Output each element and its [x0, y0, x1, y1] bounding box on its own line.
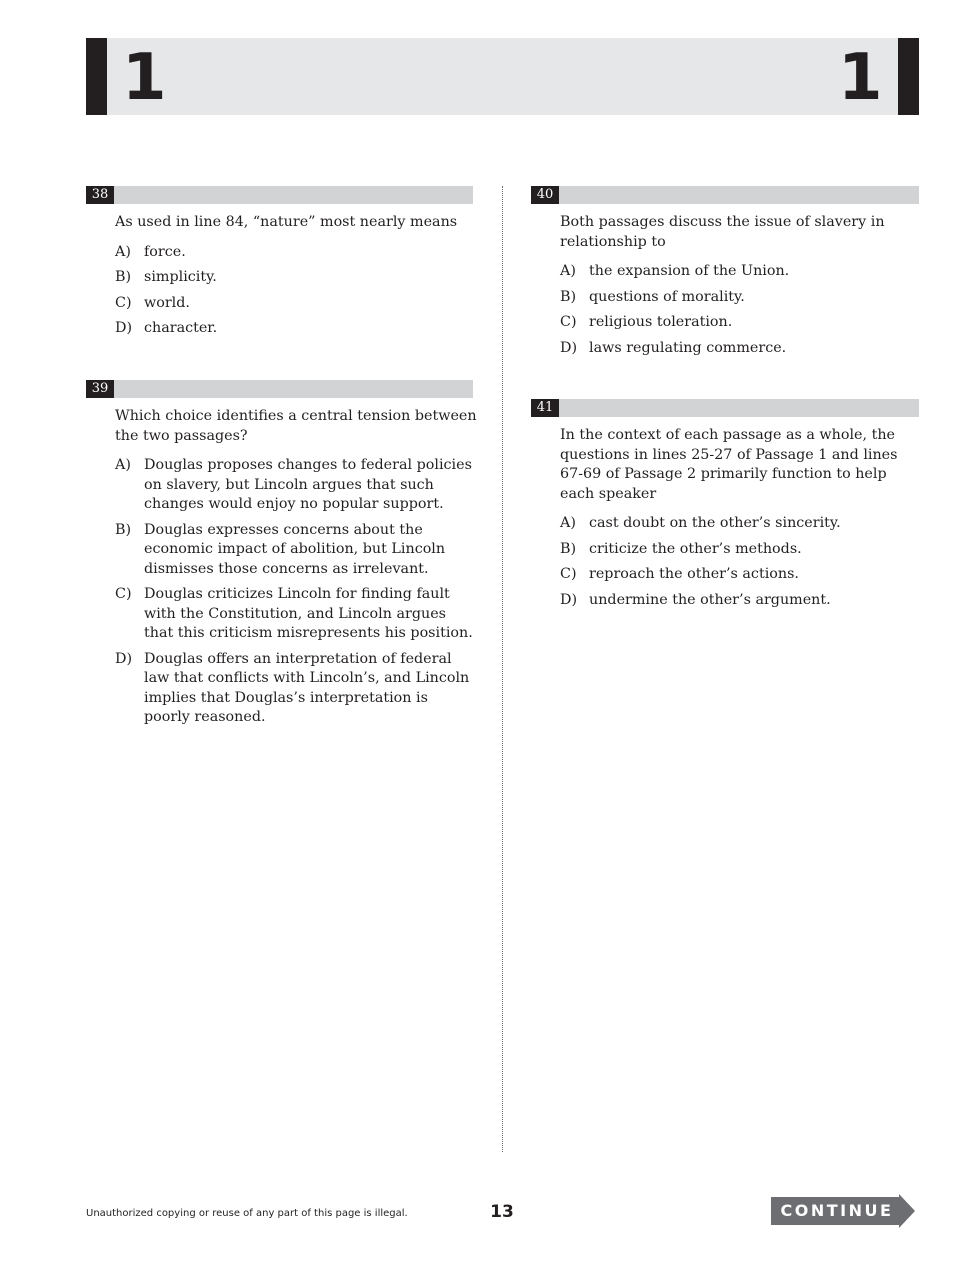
option-text: cast doubt on the other’s sincerity. [589, 515, 841, 531]
option-text: Douglas criticizes Lincoln for finding fault with the Constitution, and Lincoln argues that this criticism misrepresents his position. [144, 586, 473, 641]
option-text: simplicity. [144, 269, 217, 285]
answer-option-c[interactable] [115, 585, 477, 644]
answer-option-a[interactable] [115, 243, 475, 263]
question-stem: Both passages discuss the issue of slavery in relationship to [560, 214, 885, 250]
option-text: Douglas proposes changes to federal policies on slavery, but Lincoln argues that such changes would enjoy no popular support. [144, 457, 472, 512]
answer-option-a[interactable] [560, 262, 915, 282]
question-bar-39 [86, 380, 473, 398]
answer-option-d[interactable] [115, 650, 477, 728]
option-text: criticize the other’s methods. [589, 540, 802, 557]
section-header-band [86, 38, 919, 115]
answer-option-a[interactable] [115, 456, 477, 515]
option-letter: A) [115, 457, 131, 473]
continue-button[interactable] [771, 1194, 915, 1228]
option-letter: B) [560, 540, 577, 557]
option-text: religious toleration. [589, 314, 733, 330]
question-38 [115, 213, 475, 345]
option-letter: B) [115, 269, 132, 285]
option-letter: D) [115, 650, 133, 667]
option-text: character. [144, 320, 218, 336]
section-header-right-bar [898, 38, 919, 115]
option-text: the expansion of the Union. [589, 263, 790, 279]
question-stem: As used in line 84, “nature” most nearly means [115, 214, 458, 230]
option-text: questions of morality. [589, 288, 745, 305]
question-40 [560, 213, 915, 364]
option-text: world. [144, 294, 190, 311]
option-letter: D) [560, 591, 578, 608]
answer-option-d[interactable] [560, 591, 915, 611]
answer-option-d[interactable] [115, 319, 475, 339]
question-number: 38 [86, 186, 114, 204]
answer-option-b[interactable] [115, 521, 477, 580]
option-text: Douglas expresses concerns about the economic impact of abolition, but Lincoln dismisses those concerns as irrelevant. [144, 521, 446, 577]
answer-option-a[interactable] [560, 514, 915, 534]
option-letter: A) [560, 515, 576, 531]
answer-option-b[interactable] [115, 268, 475, 288]
continue-label: CONTINUE [780, 1201, 894, 1220]
answer-option-d[interactable] [560, 339, 915, 359]
question-number: 39 [86, 380, 114, 398]
page-number: 13 [490, 1202, 514, 1222]
question-number: 41 [531, 399, 559, 417]
option-letter: D) [115, 320, 133, 336]
question-bar-41 [531, 399, 919, 417]
option-letter: B) [115, 521, 132, 538]
option-letter: C) [115, 294, 132, 311]
answer-option-c[interactable] [115, 294, 475, 314]
question-bar-40 [531, 186, 919, 204]
section-number-left: 1 [122, 41, 167, 115]
answer-option-c[interactable] [560, 565, 915, 585]
option-text: force. [144, 243, 186, 260]
copyright-notice: Unauthorized copying or reuse of any part of this page is illegal. [86, 1208, 408, 1219]
column-divider [502, 186, 503, 1152]
question-bar-38 [86, 186, 473, 204]
question-stem: Which choice identifies a central tension between the two passages? [115, 408, 477, 444]
option-letter: D) [560, 339, 578, 356]
option-text: undermine the other’s argument. [589, 591, 831, 608]
answer-option-b[interactable] [560, 288, 915, 308]
question-stem: In the context of each passage as a whole, the questions in lines 25-27 of Passage 1 and lines 67-69 of Passage 2 primarily function to help each speaker [560, 427, 898, 502]
question-39 [115, 407, 477, 734]
option-text: Douglas offers an interpretation of federal law that conflicts with Lincoln’s, and Lincoln implies that Douglas’s interpretation is poorly reasoned. [144, 650, 470, 725]
option-text: reproach the other’s actions. [589, 566, 799, 582]
question-number: 40 [531, 186, 559, 204]
option-letter: C) [115, 586, 132, 602]
answer-option-b[interactable] [560, 540, 915, 560]
section-header-left-bar [86, 38, 107, 115]
answer-option-c[interactable] [560, 313, 915, 333]
option-letter: A) [560, 263, 576, 279]
option-text: laws regulating commerce. [589, 339, 787, 356]
option-letter: C) [560, 314, 577, 330]
question-41 [560, 426, 915, 616]
option-letter: A) [115, 243, 131, 260]
option-letter: C) [560, 566, 577, 582]
option-letter: B) [560, 288, 577, 305]
section-number-right: 1 [838, 41, 883, 115]
